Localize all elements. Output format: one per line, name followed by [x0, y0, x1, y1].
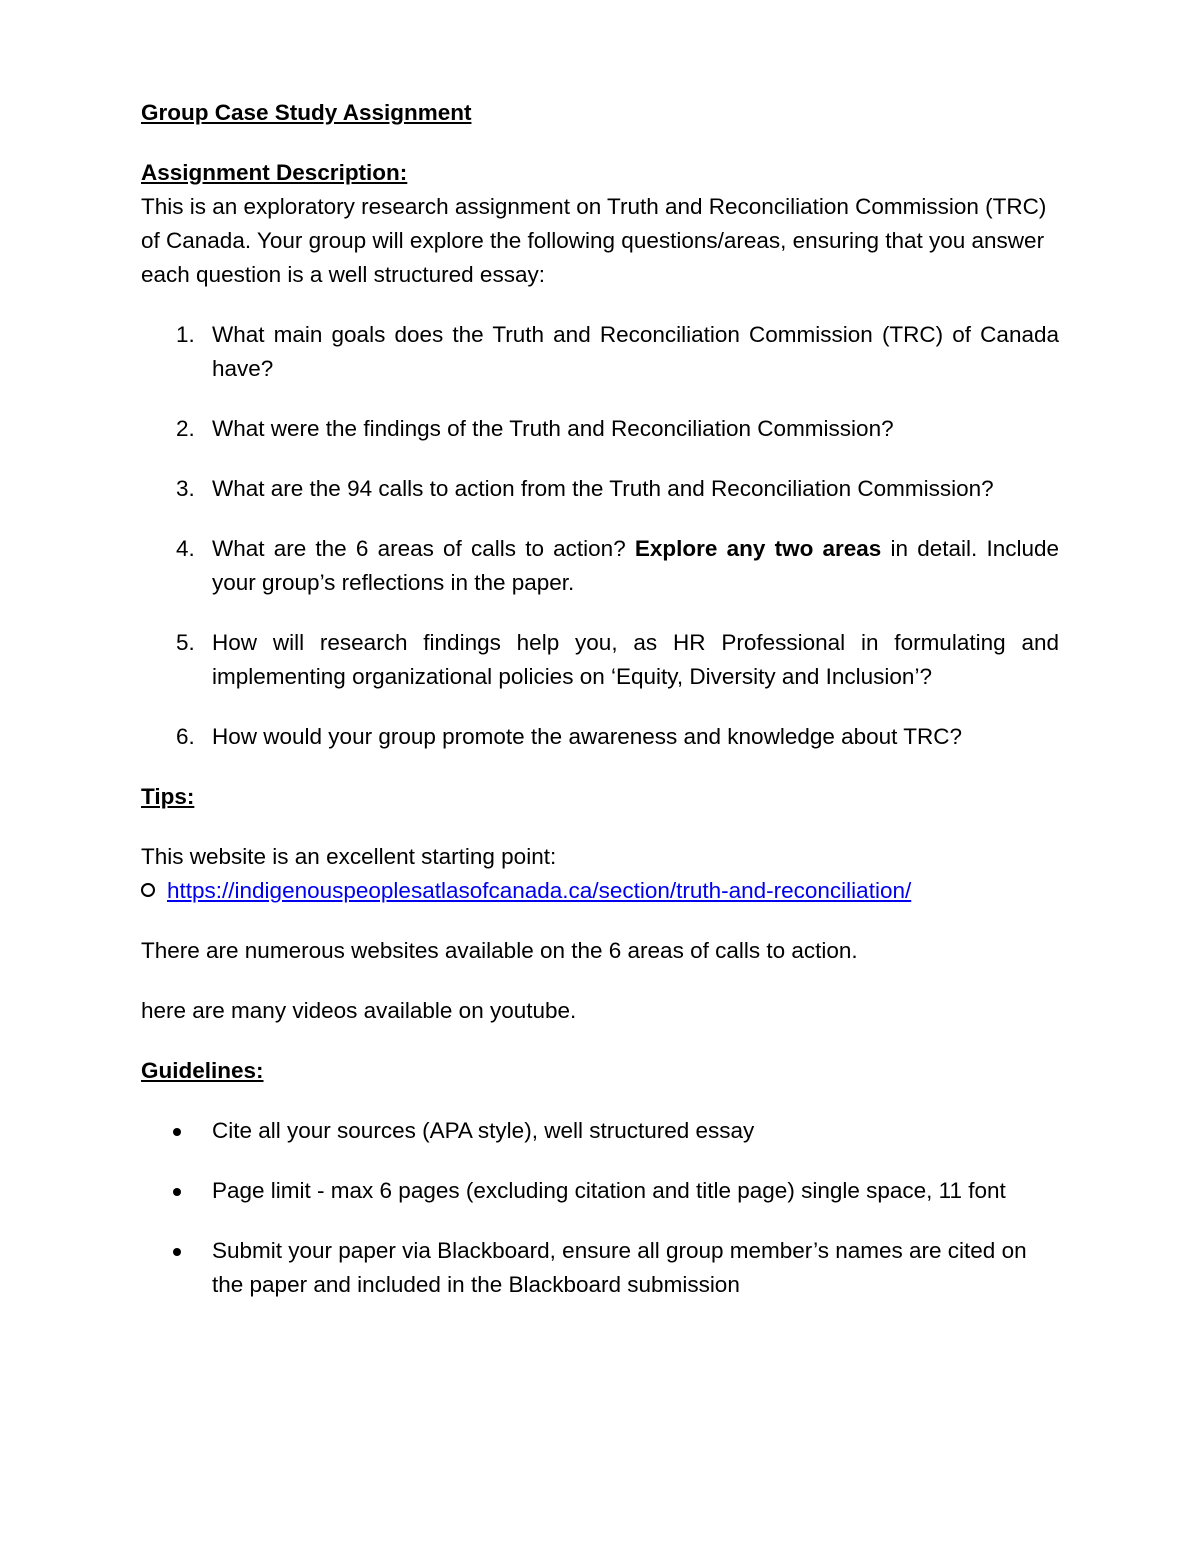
- question-item: [141, 318, 1059, 386]
- question-number: 1.: [176, 322, 195, 347]
- question-text-before: What are the 6 areas of calls to action?: [212, 536, 635, 561]
- question-item: [141, 626, 1059, 694]
- question-text: What are the 94 calls to action from the Truth and Reconciliation Commission?: [212, 476, 994, 501]
- question-number: 3.: [176, 476, 195, 501]
- question-text: What main goals does the Truth and Reconciliation Commission (TRC) of Canada have?: [212, 322, 1059, 381]
- tips-link-line: [141, 874, 1059, 908]
- guidelines-heading: Guidelines:: [141, 1058, 264, 1083]
- bullet-icon: [173, 1248, 181, 1256]
- description-heading: Assignment Description:: [141, 160, 408, 185]
- question-bold-text: Explore any two areas: [634, 536, 882, 561]
- guideline-text: Cite all your sources (APA style), well structured essay: [212, 1118, 755, 1143]
- question-text-after: in detail. Include your group’s reflections in the paper.: [212, 536, 1059, 595]
- questions-list: [141, 318, 1059, 754]
- guidelines-list: [141, 1114, 1059, 1302]
- question-text: How will research findings help you, as HR Professional in formulating and implementing organizational policies on ‘Equity, Diversity and Inclusion’?: [212, 630, 1059, 689]
- bullet-icon: [173, 1128, 181, 1136]
- tips-heading: Tips:: [141, 784, 195, 809]
- tips-intro: This website is an excellent starting point:: [141, 844, 557, 869]
- question-text: What were the findings of the Truth and Reconciliation Commission?: [212, 416, 894, 441]
- guideline-item: [141, 1174, 1059, 1208]
- question-item: [141, 532, 1059, 600]
- tips-websites: There are numerous websites available on the 6 areas of calls to action.: [141, 938, 858, 963]
- circle-bullet-icon: [141, 883, 155, 897]
- guideline-text: Page limit - max 6 pages (excluding citation and title page) single space, 11 font: [212, 1178, 1006, 1203]
- question-item: [141, 720, 1059, 754]
- question-number: 5.: [176, 630, 195, 655]
- bullet-icon: [173, 1188, 181, 1196]
- guideline-text: Submit your paper via Blackboard, ensure all group member’s names are cited on the paper and included in the Blackboard submission: [212, 1238, 1027, 1297]
- guideline-item: [141, 1234, 1059, 1302]
- question-text: How would your group promote the awareness and knowledge about TRC?: [212, 724, 963, 749]
- document-title: Group Case Study Assignment: [141, 100, 472, 125]
- question-item: [141, 472, 1059, 506]
- question-item: [141, 412, 1059, 446]
- question-number: 4.: [176, 536, 195, 561]
- tips-videos: here are many videos available on youtube.: [141, 998, 577, 1023]
- description-text: This is an exploratory research assignment on Truth and Reconciliation Commission (TRC) of Canada. Your group will explore the following questions/areas, ensuring that you answer each question is a well structured essay:: [141, 194, 1047, 287]
- guideline-item: [141, 1114, 1059, 1148]
- document-page: [141, 96, 1059, 1328]
- question-number: 6.: [176, 724, 195, 749]
- tips-link[interactable]: https://indigenouspeoplesatlasofcanada.ca/section/truth-and-reconciliation/: [167, 878, 912, 903]
- question-number: 2.: [176, 416, 195, 441]
